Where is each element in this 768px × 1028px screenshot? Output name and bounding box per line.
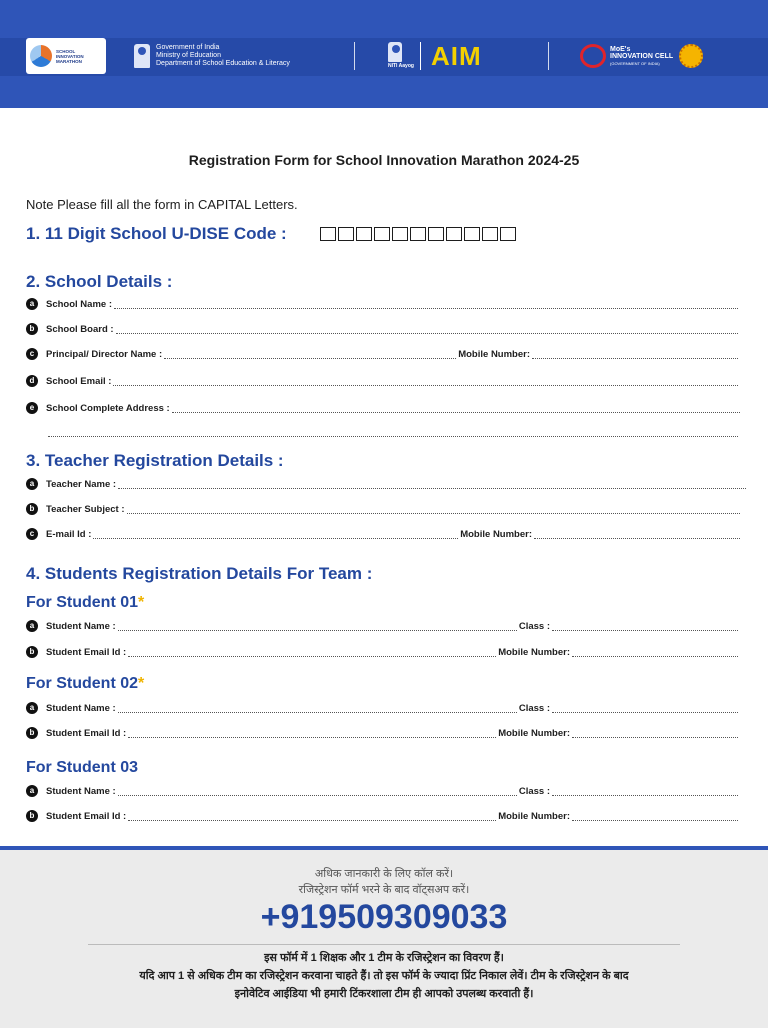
teacher-mobile-label: Mobile Number: <box>460 528 532 540</box>
student-03-mobile-line[interactable] <box>572 811 738 821</box>
udise-heading: 1. 11 Digit School U-DISE Code : <box>26 224 287 243</box>
capital-letters-note: Note Please fill all the form in CAPITAL Letters. <box>26 197 298 212</box>
footer-call-text: अधिक जानकारी के लिए कॉल करें। <box>314 868 454 880</box>
school-address-line[interactable] <box>172 403 740 413</box>
teacher-subject-label: Teacher Subject : <box>46 503 125 515</box>
bullet-b-icon: b <box>26 323 38 335</box>
student-02-title: For Student 02 <box>26 675 139 692</box>
moe-text: MoE's INNOVATION CELL (GOVERNMENT OF INDIA) <box>610 45 674 66</box>
principal-name-label: Principal/ Director Name : <box>46 348 163 360</box>
student-01-class-line[interactable] <box>552 621 738 631</box>
school-address-label: School Complete Address : <box>46 402 170 414</box>
student-name-label: Student Name : <box>46 620 116 632</box>
udise-digit-box[interactable] <box>464 227 480 241</box>
bullet-b-icon: b <box>26 727 38 739</box>
school-board-label: School Board : <box>46 323 114 335</box>
student-02-name-field[interactable] <box>26 701 740 715</box>
teacher-subject-line[interactable] <box>127 504 741 514</box>
bullet-a-icon: a <box>26 620 38 632</box>
udise-digit-box[interactable] <box>374 227 390 241</box>
teacher-email-line[interactable] <box>93 529 458 539</box>
school-name-field[interactable] <box>26 297 740 311</box>
student-mobile-label: Mobile Number: <box>498 810 570 822</box>
bullet-b-icon: b <box>26 810 38 822</box>
school-name-line[interactable] <box>114 299 738 309</box>
moe-logo-mark-icon <box>580 44 606 68</box>
teacher-email-field[interactable] <box>26 527 742 541</box>
udise-digit-box[interactable] <box>500 227 516 241</box>
student-03-name-line[interactable] <box>118 786 517 796</box>
moe-innovation-cell-logo <box>580 38 720 74</box>
niti-emblem-icon <box>388 42 402 62</box>
student-name-label: Student Name : <box>46 702 116 714</box>
udise-digit-box[interactable] <box>410 227 426 241</box>
school-address-field[interactable] <box>26 401 742 415</box>
footer-note-2: यदि आप 1 से अधिक टीम का रजिस्ट्रेशन करवाना चाहते हैं। तो इस फॉर्म के ज्यादा प्रिंट निकाल लेवें। टीम के रजिस्ट्रेशन के बाद <box>139 970 629 982</box>
student-02-name-line[interactable] <box>118 703 517 713</box>
school-email-line[interactable] <box>113 376 738 386</box>
student-01-heading <box>26 594 144 612</box>
principal-mobile-line[interactable] <box>532 349 738 359</box>
udise-digit-box[interactable] <box>428 227 444 241</box>
bullet-c-icon: c <box>26 528 38 540</box>
contact-phone-number[interactable]: +919509309033 <box>260 898 508 936</box>
teacher-name-field[interactable] <box>26 477 748 491</box>
bullet-b-icon: b <box>26 503 38 515</box>
school-innovation-marathon-logo <box>26 38 106 74</box>
student-01-email-field[interactable] <box>26 645 740 659</box>
student-01-name-field[interactable] <box>26 619 740 633</box>
teacher-details-heading: 3. Teacher Registration Details : <box>26 451 284 470</box>
student-03-heading <box>26 759 138 777</box>
bullet-a-icon: a <box>26 298 38 310</box>
school-board-line[interactable] <box>116 324 738 334</box>
students-details-heading: 4. Students Registration Details For Team : <box>26 564 373 583</box>
student-email-label: Student Email Id : <box>46 727 127 739</box>
school-details-heading: 2. School Details : <box>26 272 173 291</box>
header-divider <box>548 42 549 70</box>
required-star-icon: * <box>138 675 145 692</box>
form-title: Registration Form for School Innovation Marathon 2024-25 <box>188 152 580 168</box>
student-02-mobile-line[interactable] <box>572 728 738 738</box>
student-class-label: Class : <box>518 702 550 714</box>
header-divider <box>354 42 355 70</box>
principal-name-line[interactable] <box>164 349 456 359</box>
bullet-c-icon: c <box>26 348 38 360</box>
school-address-line-2[interactable] <box>46 425 740 439</box>
bullet-a-icon: a <box>26 785 38 797</box>
principal-mobile-label: Mobile Number: <box>458 348 530 360</box>
sim-logo-mark-icon <box>30 45 52 67</box>
footer-whatsapp-text: रजिस्ट्रेशन फॉर्म भरने के बाद वॉट्सअप करें। <box>298 884 470 896</box>
niti-aim-logo <box>388 38 506 74</box>
student-01-name-line[interactable] <box>118 621 517 631</box>
school-address-continuation-line[interactable] <box>48 427 738 437</box>
student-02-class-line[interactable] <box>552 703 738 713</box>
udise-code-boxes[interactable] <box>320 227 518 241</box>
teacher-name-label: Teacher Name : <box>46 478 117 490</box>
student-01-mobile-line[interactable] <box>572 647 738 657</box>
bullet-a-icon: a <box>26 702 38 714</box>
student-class-label: Class : <box>518 785 550 797</box>
teacher-subject-field[interactable] <box>26 502 742 516</box>
udise-digit-box[interactable] <box>338 227 354 241</box>
bullet-e-icon: e <box>26 402 38 414</box>
national-emblem-icon <box>134 44 150 68</box>
school-name-label: School Name : <box>46 298 112 310</box>
student-mobile-label: Mobile Number: <box>498 646 570 658</box>
student-03-name-field[interactable] <box>26 784 740 798</box>
award-badge-icon <box>679 44 703 68</box>
student-class-label: Class : <box>518 620 550 632</box>
student-03-email-field[interactable] <box>26 809 740 823</box>
government-text: Government of India Ministry of Education Department of School Education & Literacy <box>156 44 290 67</box>
school-board-field[interactable] <box>26 322 740 336</box>
logo-divider <box>420 42 421 70</box>
teacher-name-line[interactable] <box>118 479 746 489</box>
udise-digit-box[interactable] <box>446 227 462 241</box>
udise-digit-box[interactable] <box>392 227 408 241</box>
bullet-d-icon: d <box>26 375 38 387</box>
government-of-india-logo <box>134 38 344 74</box>
footer-note-1: इस फॉर्म में 1 शिक्षक और 1 टीम के रजिस्ट्रेशन का विवरण हैं। <box>264 952 504 964</box>
student-02-heading <box>26 675 144 693</box>
bullet-b-icon: b <box>26 646 38 658</box>
school-email-field[interactable] <box>26 374 740 388</box>
student-03-email-line[interactable] <box>128 811 496 821</box>
sim-logo-text: SCHOOL INNOVATION MARATHON <box>56 48 84 64</box>
footer-divider <box>88 944 680 945</box>
student-02-email-field[interactable] <box>26 726 740 740</box>
teacher-email-label: E-mail Id : <box>46 528 92 540</box>
student-03-class-line[interactable] <box>552 786 738 796</box>
student-email-label: Student Email Id : <box>46 810 127 822</box>
footer-note-3: इनोवेटिव आईडिया भी हमारी टिंकरशाला टीम ही आपको उपलब्ध करवाती हैं। <box>234 988 534 1000</box>
bullet-a-icon: a <box>26 478 38 490</box>
student-email-label: Student Email Id : <box>46 646 127 658</box>
student-name-label: Student Name : <box>46 785 116 797</box>
student-01-email-line[interactable] <box>128 647 496 657</box>
niti-aayog-label: NITI Aayog <box>388 63 414 69</box>
udise-digit-box[interactable] <box>482 227 498 241</box>
student-mobile-label: Mobile Number: <box>498 727 570 739</box>
school-email-label: School Email : <box>46 375 112 387</box>
teacher-mobile-line[interactable] <box>534 529 740 539</box>
principal-field[interactable] <box>26 347 740 361</box>
student-03-title: For Student 03 <box>26 759 139 776</box>
student-02-email-line[interactable] <box>128 728 496 738</box>
student-01-title: For Student 01 <box>26 594 139 611</box>
udise-digit-box[interactable] <box>356 227 372 241</box>
aim-logo-text: AIM <box>430 40 482 71</box>
udise-digit-box[interactable] <box>320 227 336 241</box>
required-star-icon: * <box>138 594 145 611</box>
